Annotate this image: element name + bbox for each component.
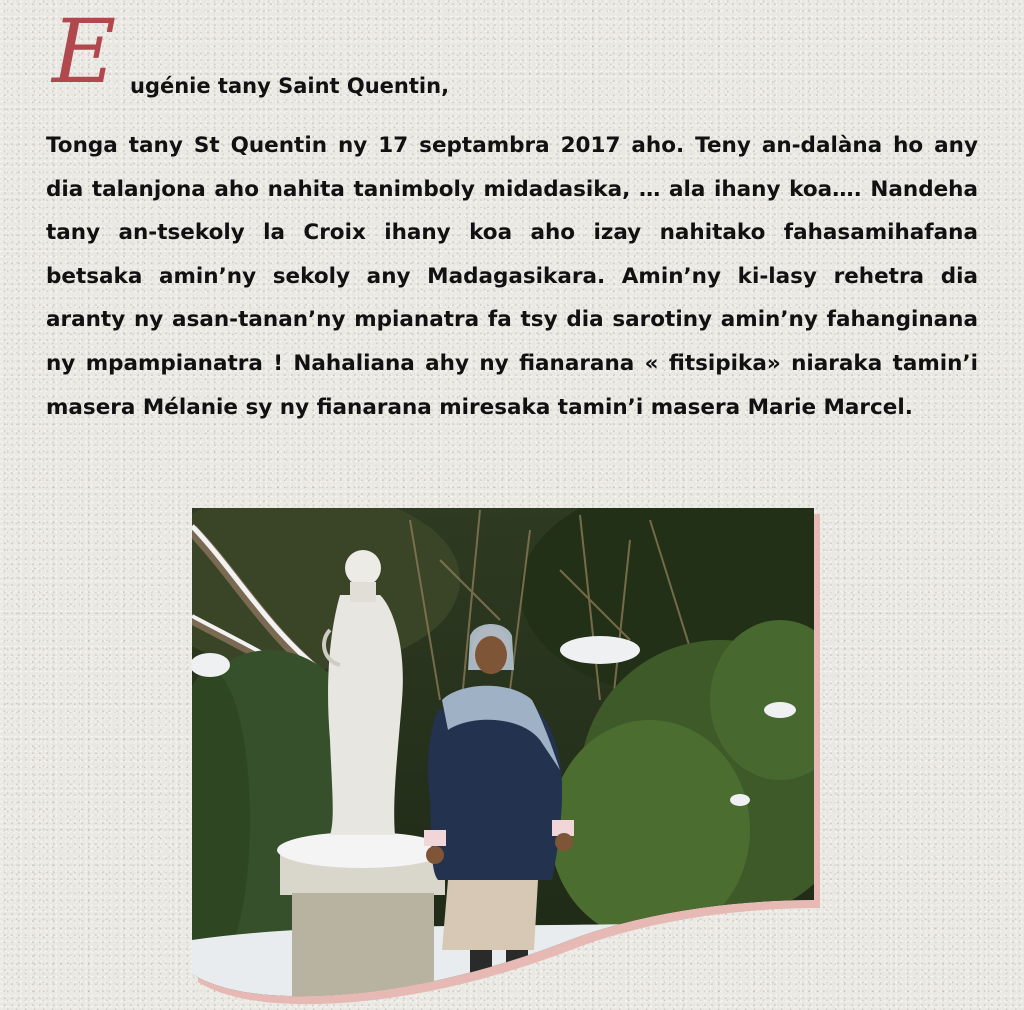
- photo-frame: [180, 500, 830, 1010]
- photo-illustration: [180, 500, 830, 1010]
- drop-cap-letter: E: [52, 0, 117, 103]
- page-heading: ugénie tany Saint Quentin,: [130, 74, 450, 98]
- body-paragraph: Tonga tany St Quentin ny 17 septambra 2017 aho. Teny an-dalàna ho any dia talanjona aho nahita tanimboly midadasika, … ala ihany koa…. Nandeha tany an-tsekoly la Croix ihany koa aho izay nahitako fahasamihafana betsaka amin’ny sekoly any Madagasikara. Amin’ny ki-lasy rehetra dia aranty ny asan-tanan’ny mpianatra fa tsy dia sarotiny amin’ny fahanginana ny mpampianatra ! Nahaliana ahy ny fianarana « fitsipika» niaraka tamin’i masera Mélanie sy ny fianarana miresaka tamin’i masera Marie Marcel.: [46, 133, 978, 420]
